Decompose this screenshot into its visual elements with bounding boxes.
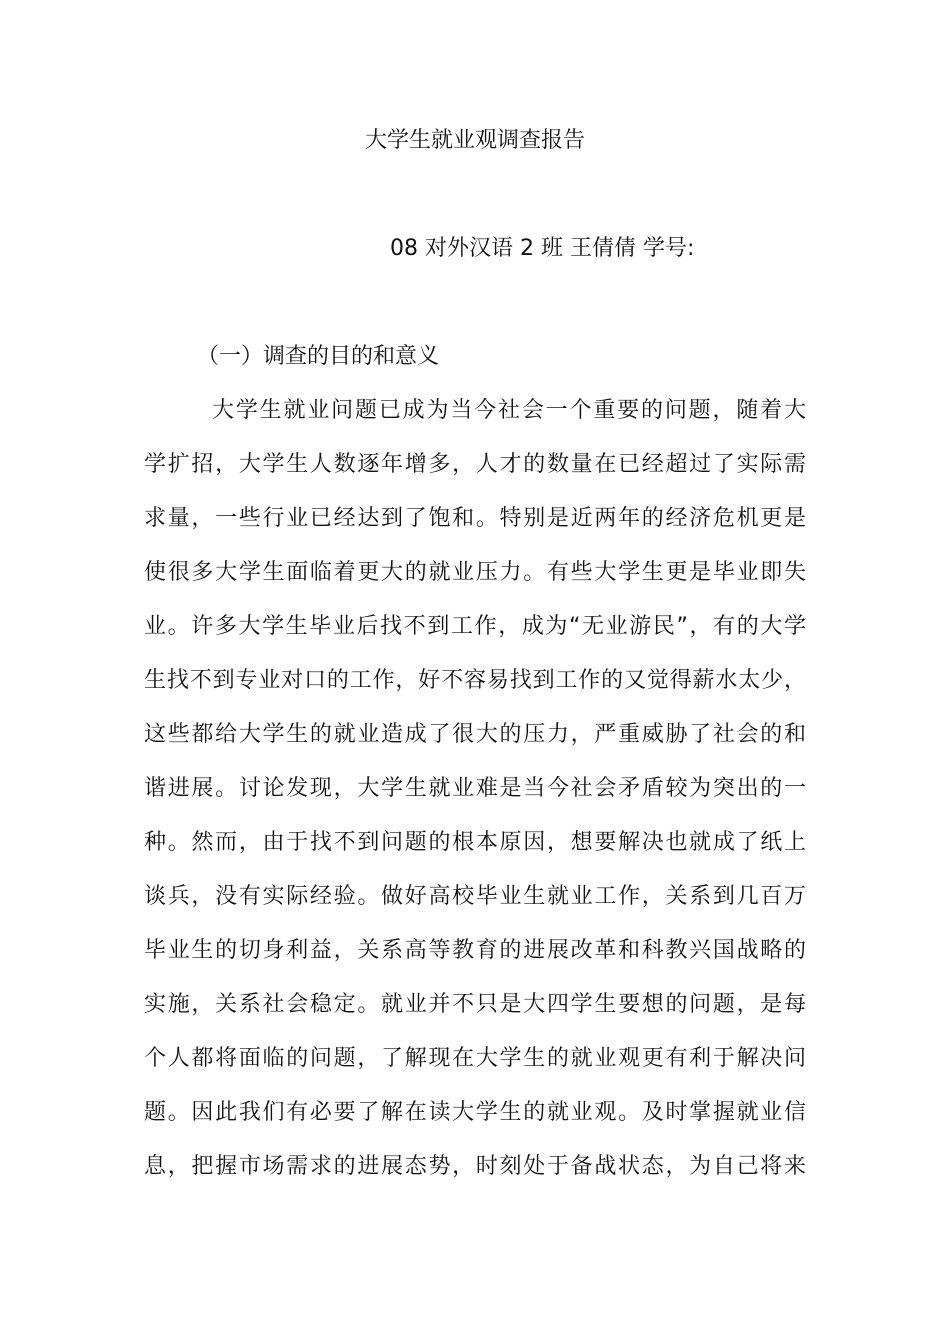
paragraph-line: 这些都给大学生的就业造成了很大的压力，严重威胁了社会的和: [144, 722, 806, 747]
paragraph-line: 息，把握市场需求的进展态势，时刻处于备战状态，为自己将来: [144, 1154, 806, 1179]
paragraph-line: 谈兵，没有实际经验。做好高校毕业生就业工作，关系到几百万: [144, 884, 806, 909]
paragraph-line: 使很多大学生面临着更大的就业压力。有些大学生更是毕业即失: [144, 560, 806, 585]
paragraph-line: 求量，一些行业已经达到了饱和。特别是近两年的经济危机更是: [144, 506, 806, 531]
paragraph-line: 学扩招，大学生人数逐年增多，人才的数量在已经超过了实际需: [144, 452, 806, 477]
section-heading: （一）调查的目的和意义: [197, 344, 440, 369]
body-paragraph: [144, 384, 824, 1194]
paragraph-line: 毕业生的切身利益，关系高等教育的进展改革和科教兴国战略的: [144, 938, 806, 963]
paragraph-line: 生找不到专业对口的工作，好不容易找到工作的又觉得薪水太少，: [144, 668, 806, 693]
paragraph-line: 业。许多大学生毕业后找不到工作，成为“无业游民”，有的大学: [144, 614, 806, 639]
paragraph-line: 题。因此我们有必要了解在读大学生的就业观。及时掌握就业信: [144, 1100, 806, 1125]
author-line: 08 对外汉语 2 班 王倩倩 学号:: [390, 236, 695, 261]
paragraph-line: 实施，关系社会稳定。就业并不只是大四学生要想的问题，是每: [144, 992, 806, 1017]
document-title: 大学生就业观调查报告: [364, 128, 585, 153]
paragraph-line: 谐进展。讨论发现，大学生就业难是当今社会矛盾较为突出的一: [144, 776, 806, 801]
paragraph-line: 种。然而，由于找不到问题的根本原因，想要解决也就成了纸上: [144, 830, 806, 855]
paragraph-line: 大学生就业问题已成为当今社会一个重要的问题，随着大: [212, 398, 806, 423]
paragraph-line: 个人都将面临的问题，了解现在大学生的就业观更有利于解决问: [144, 1046, 806, 1071]
